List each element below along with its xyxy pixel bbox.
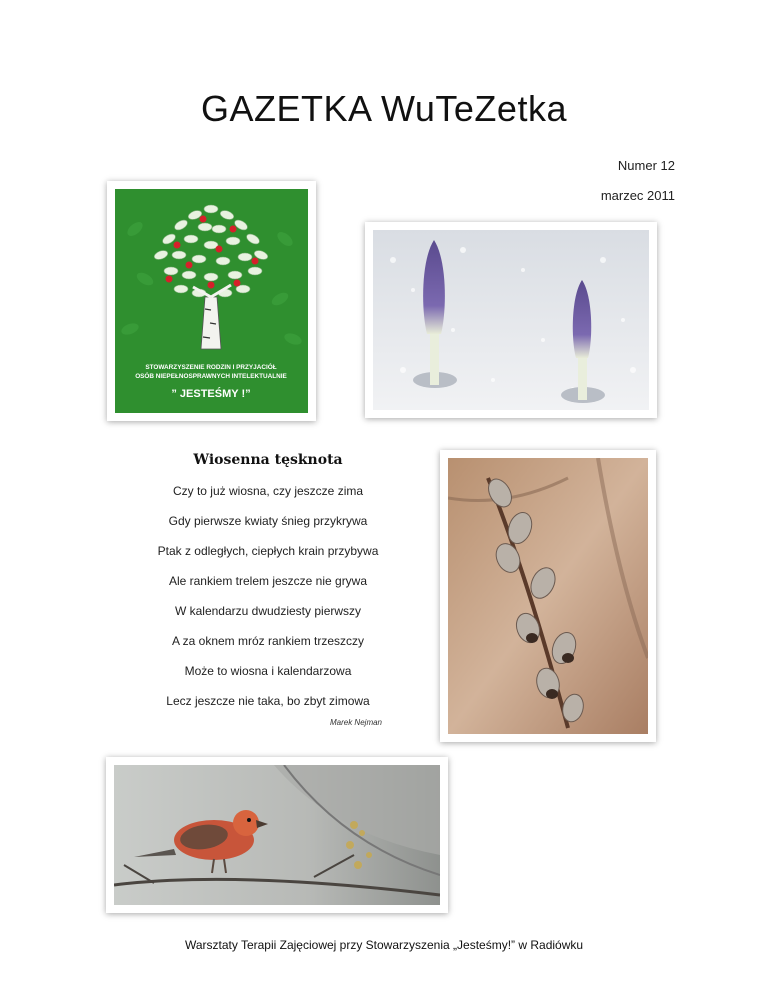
pussy-willow-photo: [440, 450, 656, 742]
organization-logo: [107, 181, 316, 421]
poem-line: Ale rankiem trelem jeszcze nie grywa: [168, 574, 368, 588]
logo-motto: ” JESTEŚMY !”: [171, 388, 251, 400]
issue-date: marzec 2011: [600, 188, 675, 203]
poem-line: A za oknem mróz rankiem trzeszczy: [171, 634, 365, 648]
poem-line: Może to wiosna i kalendarzowa: [184, 664, 352, 678]
crocus-photo: [365, 222, 657, 418]
logo-org-line1: STOWARZYSZENIE RODZIN I PRZYJACIÓŁ: [145, 364, 277, 371]
poem-line: Lecz jeszcze nie taka, bo zbyt zimowa: [166, 694, 370, 708]
poem-line: W kalendarzu dwudziesty pierwszy: [174, 604, 362, 618]
logo-tree-image: [115, 189, 308, 413]
crossbill-bird-image: [114, 765, 440, 905]
poem-title: Wiosenna tęsknota: [193, 452, 343, 468]
pussy-willow-image: [448, 458, 648, 734]
poem: [128, 452, 408, 727]
crocus-in-snow-image: [373, 230, 649, 410]
issue-number: Numer 12: [617, 158, 675, 173]
newsletter-title: GAZETKA WuTeZetka: [201, 88, 567, 129]
logo-org-line2: OSÓB NIEPEŁNOSPRAWNYCH INTELEKTUALNIE: [135, 373, 287, 380]
poem-line: Ptak z odległych, ciepłych krain przybywa: [157, 544, 379, 558]
poem-author: Marek Nejman: [329, 718, 382, 727]
poem-line: Czy to już wiosna, czy jeszcze zima: [172, 484, 364, 498]
poem-line: Gdy pierwsze kwiaty śnieg przykrywa: [168, 514, 368, 528]
crossbill-bird-photo: [106, 757, 448, 913]
footer-text: Warsztaty Terapii Zajęciowej przy Stowarzyszenia „Jesteśmy!” w Radiówku: [184, 938, 584, 952]
